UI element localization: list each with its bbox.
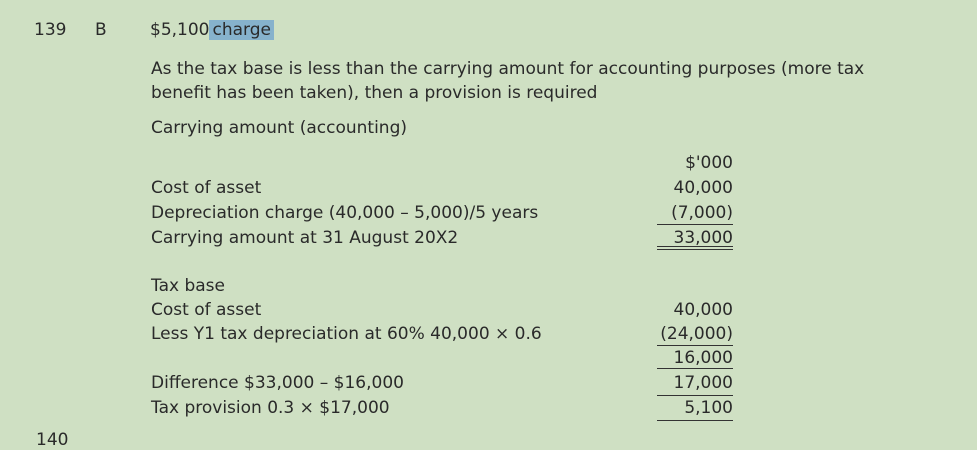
subtotal-rule <box>657 345 733 346</box>
total-rule <box>657 368 733 369</box>
row-label: Tax provision 0.3 × $17,000 <box>151 398 390 418</box>
row-value: 40,000 <box>673 300 733 320</box>
answer-letter: B <box>95 20 107 40</box>
answer-amount: $5,100 <box>150 20 210 40</box>
summary-labels <box>151 371 404 421</box>
carrying-labels <box>151 176 538 251</box>
tax-base-amounts <box>660 298 733 370</box>
row-label: Carrying amount at 31 August 20X2 <box>151 228 459 248</box>
row-value: (7,000) <box>671 203 733 223</box>
row-label: Depreciation charge (40,000 – 5,000)/5 years <box>151 203 539 223</box>
answer-text <box>150 20 274 40</box>
row-label: Less Y1 tax depreciation at 60% 40,000 × 0.6 <box>151 324 542 344</box>
total-double-rule-top <box>657 246 733 247</box>
subtotal-rule <box>657 224 733 225</box>
row-value: 16,000 <box>673 348 733 368</box>
highlighted-word: charge <box>209 20 273 40</box>
currency-header: $'000 <box>685 153 733 173</box>
explanation-line: benefit has been taken), then a provision is required <box>151 83 598 103</box>
explanation-paragraph <box>151 57 864 105</box>
summary-total-rule <box>657 420 733 421</box>
row-value: 33,000 <box>673 228 733 248</box>
row-label: Cost of asset <box>151 178 262 198</box>
row-label: Cost of asset <box>151 300 262 320</box>
summary-rule <box>657 395 733 396</box>
row-value: 40,000 <box>673 178 733 198</box>
explanation-line: As the tax base is less than the carrying amount for accounting purposes (more tax <box>151 59 865 79</box>
row-value: 17,000 <box>673 373 733 393</box>
carrying-amounts <box>671 151 733 251</box>
row-value: 5,100 <box>684 398 733 418</box>
section-heading-carrying-amount: Carrying amount (accounting) <box>151 118 407 138</box>
question-number: 139 <box>34 20 67 40</box>
section-heading-tax-base: Tax base <box>151 276 225 296</box>
summary-amounts <box>674 371 733 421</box>
row-value: (24,000) <box>660 324 733 344</box>
next-question-number: 140 <box>36 430 69 450</box>
row-label: Difference $33,000 – $16,000 <box>151 373 404 393</box>
total-double-rule-bottom <box>657 249 733 250</box>
tax-base-labels <box>151 274 542 346</box>
